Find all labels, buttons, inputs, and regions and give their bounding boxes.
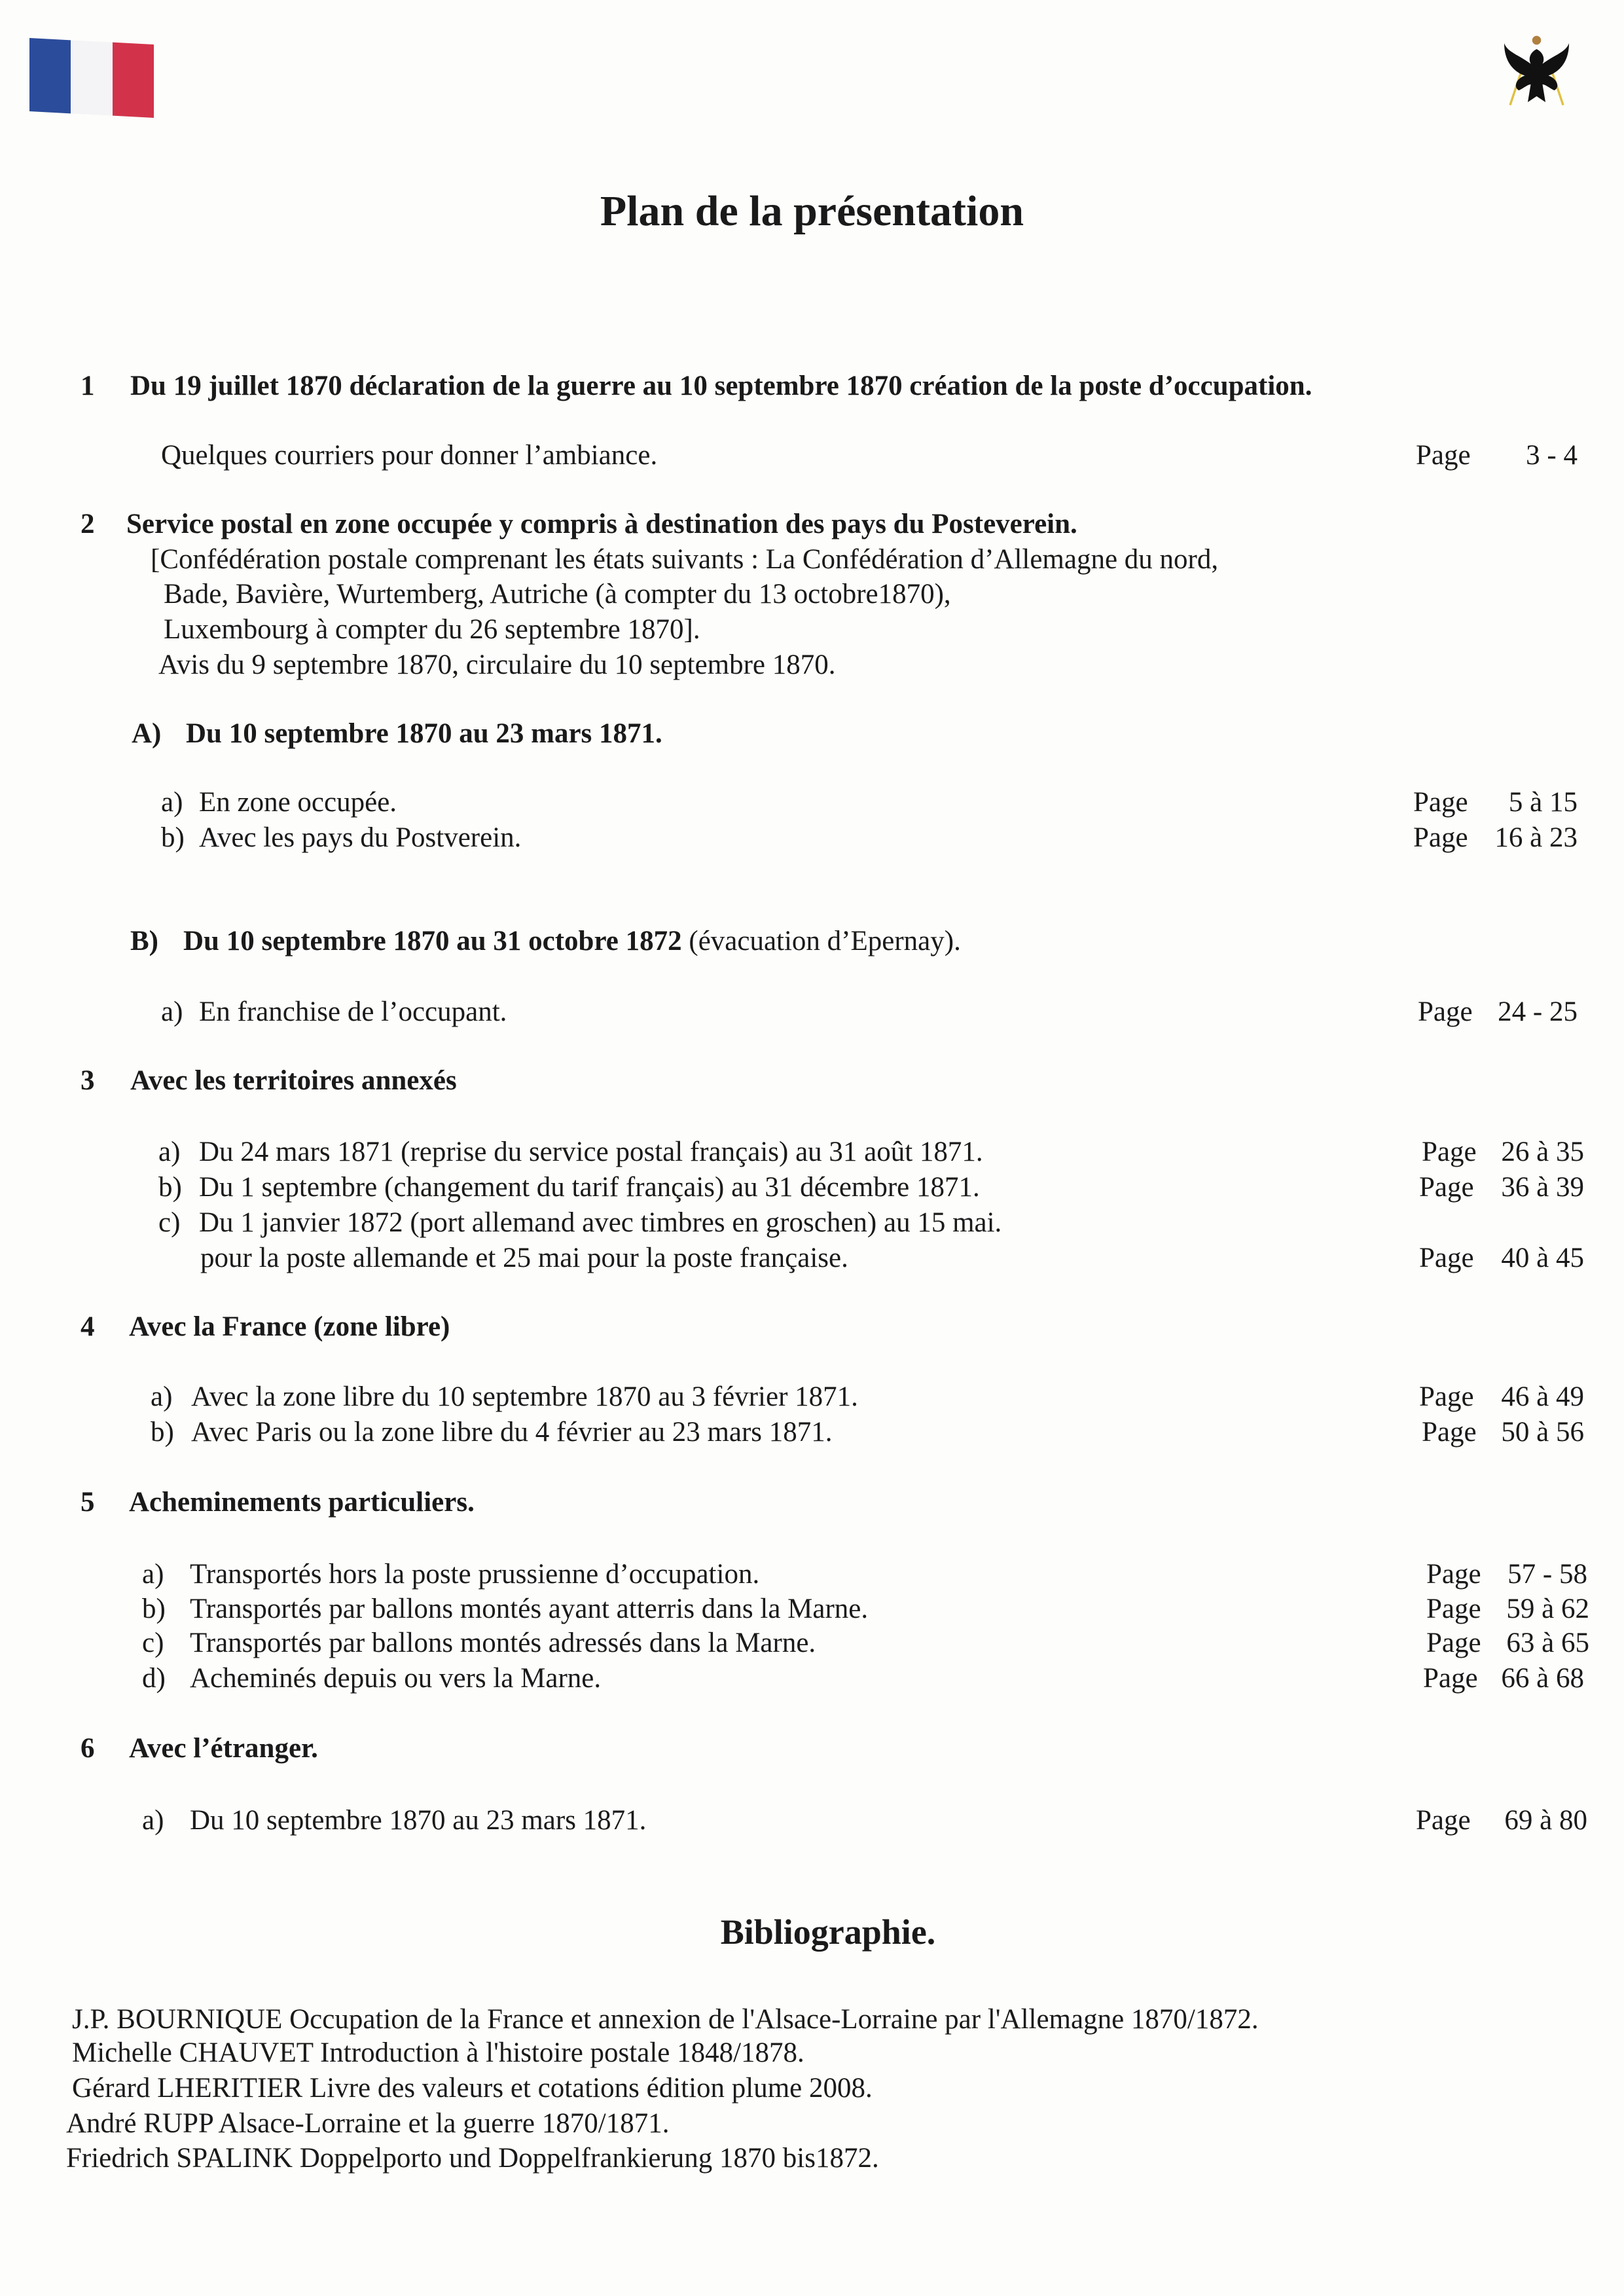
section-number: 4 [81,1311,95,1342]
item-text: Avec la zone libre du 10 septembre 1870 au 3 février 1871. [191,1381,858,1412]
page-label: Page [1423,1663,1478,1694]
section-heading: Service postal en zone occupée y compris à destination des pays du Posteverein. [126,509,1077,539]
subsection-heading-line [183,923,961,960]
item-label: a) [158,1137,181,1167]
page-label: Page [1419,1381,1474,1412]
page-range: 59 à 62 [1506,1594,1589,1624]
note-line: [Confédération postale comprenant les états suivants : La Confédération d’Allemagne du nord, [151,544,1219,575]
bibliography-entry: Michelle CHAUVET Introduction à l'histoire postale 1848/1878. [72,2037,804,2068]
item-text: Du 24 mars 1871 (reprise du service postal français) au 31 août 1871. [199,1137,983,1167]
subsection-heading-extra: (évacuation d’Epernay). [681,926,961,957]
page-range: 16 à 23 [1494,822,1578,853]
page-range: 26 à 35 [1501,1137,1584,1167]
item-label: b) [158,1172,182,1203]
section-number: 1 [81,371,95,401]
subsection-label: B) [130,926,158,957]
item-continuation: pour la poste allemande et 25 mai pour la poste française. [200,1243,848,1273]
subsection-heading: Du 10 septembre 1870 au 31 octobre 1872 [183,926,682,957]
section-number: 2 [81,509,95,539]
section-heading: Avec la France (zone libre) [129,1311,450,1342]
french-flag-icon [29,38,154,118]
page-range: 24 - 25 [1498,996,1578,1027]
item-label: a) [151,1381,173,1412]
page-range: 5 à 15 [1508,787,1578,818]
note-line: Avis du 9 septembre 1870, circulaire du 10 septembre 1870. [158,649,836,680]
page-label: Page [1419,1172,1474,1203]
section-heading: Avec l’étranger. [129,1733,318,1764]
item-label: a) [142,1559,164,1590]
page-range: 40 à 45 [1501,1243,1584,1273]
page-label: Page [1426,1594,1481,1624]
page-label: Page [1426,1559,1481,1590]
section-number: 6 [81,1733,95,1764]
page-label: Page [1426,1628,1481,1658]
item-text: Quelques courriers pour donner l’ambiance. [161,440,658,471]
page-range: 69 à 80 [1504,1805,1587,1836]
item-label: c) [158,1207,181,1238]
item-text: En zone occupée. [199,787,397,818]
item-text: Transportés hors la poste prussienne d’occupation. [190,1559,760,1590]
section-number: 3 [81,1065,95,1096]
prussian-eagle-icon [1492,31,1581,120]
item-label: a) [142,1805,164,1836]
item-text: Acheminés depuis ou vers la Marne. [190,1663,602,1694]
item-text: Avec Paris ou la zone libre du 4 février au 23 mars 1871. [191,1417,833,1448]
item-label: b) [151,1417,174,1448]
page-label: Page [1418,996,1473,1027]
item-text: Du 1 janvier 1872 (port allemand avec timbres en groschen) au 15 mai. [199,1207,1002,1238]
page-title: Plan de la présentation [600,187,1024,235]
bibliography-title: Bibliographie. [720,1912,936,1952]
page-range: 50 à 56 [1501,1417,1584,1448]
item-label: a) [161,787,183,818]
item-text: Avec les pays du Postverein. [199,822,522,853]
page-range: 46 à 49 [1501,1381,1584,1412]
page-range: 3 - 4 [1526,440,1578,471]
item-label: b) [142,1594,166,1624]
note-line: Bade, Bavière, Wurtemberg, Autriche (à compter du 13 octobre1870), [164,579,951,610]
page-range: 63 à 65 [1506,1628,1589,1658]
note-line: Luxembourg à compter du 26 septembre 1870]. [164,614,700,645]
item-label: a) [161,996,183,1027]
bibliography-entry: André RUPP Alsace-Lorraine et la guerre 1870/1871. [66,2108,670,2139]
page-range: 66 à 68 [1501,1663,1584,1694]
item-label: d) [142,1663,166,1694]
page-label: Page [1416,440,1471,471]
subsection-heading: Du 10 septembre 1870 au 23 mars 1871. [186,718,662,749]
item-label: b) [161,822,185,853]
page-label: Page [1413,822,1468,853]
item-text: Du 1 septembre (changement du tarif français) au 31 décembre 1871. [199,1172,980,1203]
section-heading: Avec les territoires annexés [130,1065,457,1096]
item-label: c) [142,1628,164,1658]
page-range: 36 à 39 [1501,1172,1584,1203]
page-label: Page [1422,1417,1477,1448]
page-label: Page [1413,787,1468,818]
section-heading: Du 19 juillet 1870 déclaration de la guerre au 10 septembre 1870 création de la poste d’occupation. [130,371,1312,401]
section-number: 5 [81,1487,95,1518]
item-text: Du 10 septembre 1870 au 23 mars 1871. [190,1805,647,1836]
item-text: Transportés par ballons montés ayant atterris dans la Marne. [190,1594,869,1624]
bibliography-entry: Friedrich SPALINK Doppelporto und Doppelfrankierung 1870 bis1872. [66,2143,879,2174]
subsection-label: A) [132,718,162,749]
page-label: Page [1419,1243,1474,1273]
item-text: Transportés par ballons montés adressés dans la Marne. [190,1628,816,1658]
page-range: 57 - 58 [1507,1559,1587,1590]
bibliography-entry: J.P. BOURNIQUE Occupation de la France et annexion de l'Alsace-Lorraine par l'Allemagne 1870/1872. [72,2004,1259,2035]
bibliography-entry: Gérard LHERITIER Livre des valeurs et cotations édition plume 2008. [72,2073,873,2104]
page-label: Page [1422,1137,1477,1167]
item-text: En franchise de l’occupant. [199,996,507,1027]
section-heading: Acheminements particuliers. [129,1487,475,1518]
page-label: Page [1416,1805,1471,1836]
